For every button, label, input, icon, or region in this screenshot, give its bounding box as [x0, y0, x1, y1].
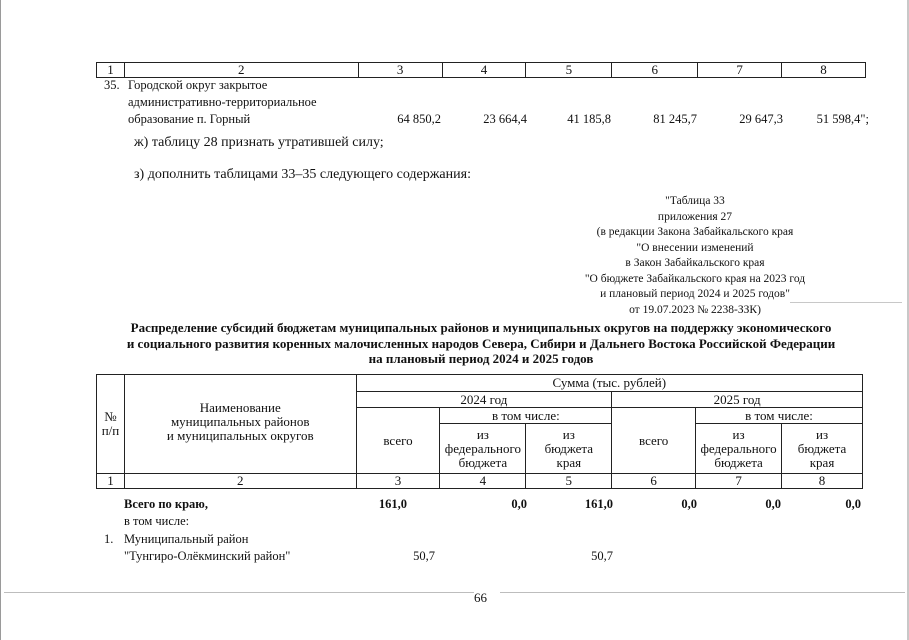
- total-row-label: Всего по краю,: [124, 497, 208, 511]
- header-line-5: в Закон Забайкальского края: [625, 257, 765, 269]
- top-col-4: 4: [442, 63, 526, 78]
- total-2025-header: всего: [612, 408, 696, 474]
- row1-number: 1.: [104, 532, 114, 546]
- row35-value-col7: 29 647,3: [739, 112, 783, 126]
- row35-number: 35.: [104, 78, 120, 92]
- fed-2024-l2: федерального: [444, 440, 521, 456]
- row1-name-line2: "Тунгиро-Олёкминский район": [124, 549, 291, 563]
- kray-2025-l2: бюджета: [797, 440, 847, 456]
- fed-2024-header: [440, 424, 526, 474]
- header-line-8: от 19.07.2023 № 2238-ЗЗК): [629, 303, 761, 316]
- fed-2025-header: [696, 424, 782, 474]
- header-line-3: (в редакции Закона Забайкальского края: [596, 226, 794, 238]
- page-number: 66: [474, 590, 487, 605]
- scan-footer-line-right: [500, 592, 905, 593]
- row35-value-col5: 41 185,8: [567, 112, 611, 126]
- scan-footer-line-left: [4, 592, 474, 593]
- kray-2024-l3: края: [556, 454, 582, 470]
- row35-value-col4: 23 664,4: [483, 112, 527, 126]
- kray-2024-l1: из: [562, 426, 575, 442]
- table-title: [70, 320, 892, 367]
- total-value-col8: 0,0: [845, 497, 861, 511]
- row1-name-line1: Муниципальный район: [124, 532, 249, 546]
- fed-2025-l2: федерального: [700, 440, 777, 456]
- num-col-6: 6: [612, 474, 696, 489]
- row35-name-line3: образование п. Горный: [128, 112, 251, 126]
- total-value-col3: 161,0: [378, 497, 407, 511]
- col-header-number: [97, 375, 125, 474]
- row1-value-col3: 50,7: [413, 549, 435, 563]
- fed-2024-l3: бюджета: [458, 454, 508, 470]
- incl-2024-header: в том числе:: [440, 408, 612, 424]
- sum-header: Сумма (тыс. рублей): [356, 375, 862, 392]
- row35-name-line1: Городской округ закрытое: [128, 78, 268, 92]
- row35-value-col8: 51 598,4";: [816, 112, 869, 126]
- num-col-3: 3: [356, 474, 440, 489]
- fed-2025-l3: бюджета: [714, 454, 763, 470]
- col-name-line1: Наименование: [199, 400, 281, 415]
- total-value-col5: 161,0: [584, 497, 613, 511]
- top-col-6: 6: [612, 63, 698, 78]
- paragraph-zh: ж) таблицу 28 признать утратившей силу;: [134, 135, 384, 150]
- row35-value-col6: 81 245,7: [653, 112, 697, 126]
- row35-value-col3: 64 850,2: [397, 112, 441, 126]
- num-col-2: 2: [124, 474, 356, 489]
- num-col-5: 5: [526, 474, 612, 489]
- header-line-1: "Таблица 33: [665, 195, 725, 207]
- top-col-3: 3: [358, 63, 442, 78]
- kray-2025-header: [782, 424, 863, 474]
- kray-2024-header: [526, 424, 612, 474]
- col-name-line2: муниципальных районов: [170, 414, 310, 429]
- header-line-7: и плановый период 2024 и 2025 годов": [600, 288, 790, 300]
- top-col-2: 2: [124, 63, 358, 78]
- header-line-4: "О внесении изменений: [636, 241, 754, 254]
- col-number-abbr: п/п: [101, 423, 120, 438]
- kray-2024-l2: бюджета: [544, 440, 594, 456]
- top-column-numbers-table: [96, 62, 866, 78]
- incl-2025-header: в том числе:: [696, 408, 863, 424]
- title-line-3: на плановый период 2024 и 2025 годов: [368, 351, 594, 366]
- total-2024-header: всего: [356, 408, 440, 474]
- year-2024-header: 2024 год: [356, 392, 612, 408]
- header-line-6: "О бюджете Забайкальского края на 2023 год: [584, 272, 806, 285]
- col-header-name: [124, 375, 356, 474]
- header-line-2: приложения 27: [657, 210, 733, 223]
- subsidies-table-header: [96, 374, 863, 489]
- num-col-1: 1: [97, 474, 125, 489]
- year-2025-header: 2025 год: [612, 392, 863, 408]
- scan-border-left: [0, 0, 1, 640]
- total-value-col4: 0,0: [511, 497, 527, 511]
- paragraph-z: з) дополнить таблицами 33–35 следующего содержания:: [134, 167, 471, 182]
- num-col-8: 8: [782, 474, 863, 489]
- title-line-1: Распределение субсидий бюджетам муниципальных районов и муниципальных округов на поддержку экономического: [130, 320, 832, 335]
- fed-2024-l1: из: [476, 426, 489, 442]
- top-col-8: 8: [782, 63, 866, 78]
- num-col-4: 4: [440, 474, 526, 489]
- top-col-5: 5: [526, 63, 612, 78]
- total-value-col6: 0,0: [681, 497, 697, 511]
- incl-row-label: в том числе:: [124, 514, 190, 528]
- col-number-symbol: №: [104, 409, 117, 424]
- kray-2025-l3: края: [809, 454, 835, 470]
- total-value-col7: 0,0: [765, 497, 781, 511]
- top-col-1: 1: [97, 63, 125, 78]
- top-col-7: 7: [698, 63, 782, 78]
- title-line-2: и социального развития коренных малочисленных народов Севера, Сибири и Дальнего Востока Российской Федерации: [126, 335, 836, 351]
- fed-2025-l1: из: [732, 426, 745, 442]
- kray-2025-l1: из: [815, 426, 829, 442]
- row1-value-col5: 50,7: [591, 549, 613, 563]
- table-header-block: [560, 194, 830, 318]
- row35-name-line2: административно-территориальное: [128, 95, 317, 109]
- num-col-7: 7: [696, 474, 782, 489]
- scan-line-artifact: [790, 302, 902, 303]
- col-name-line3: и муниципальных округов: [166, 428, 314, 443]
